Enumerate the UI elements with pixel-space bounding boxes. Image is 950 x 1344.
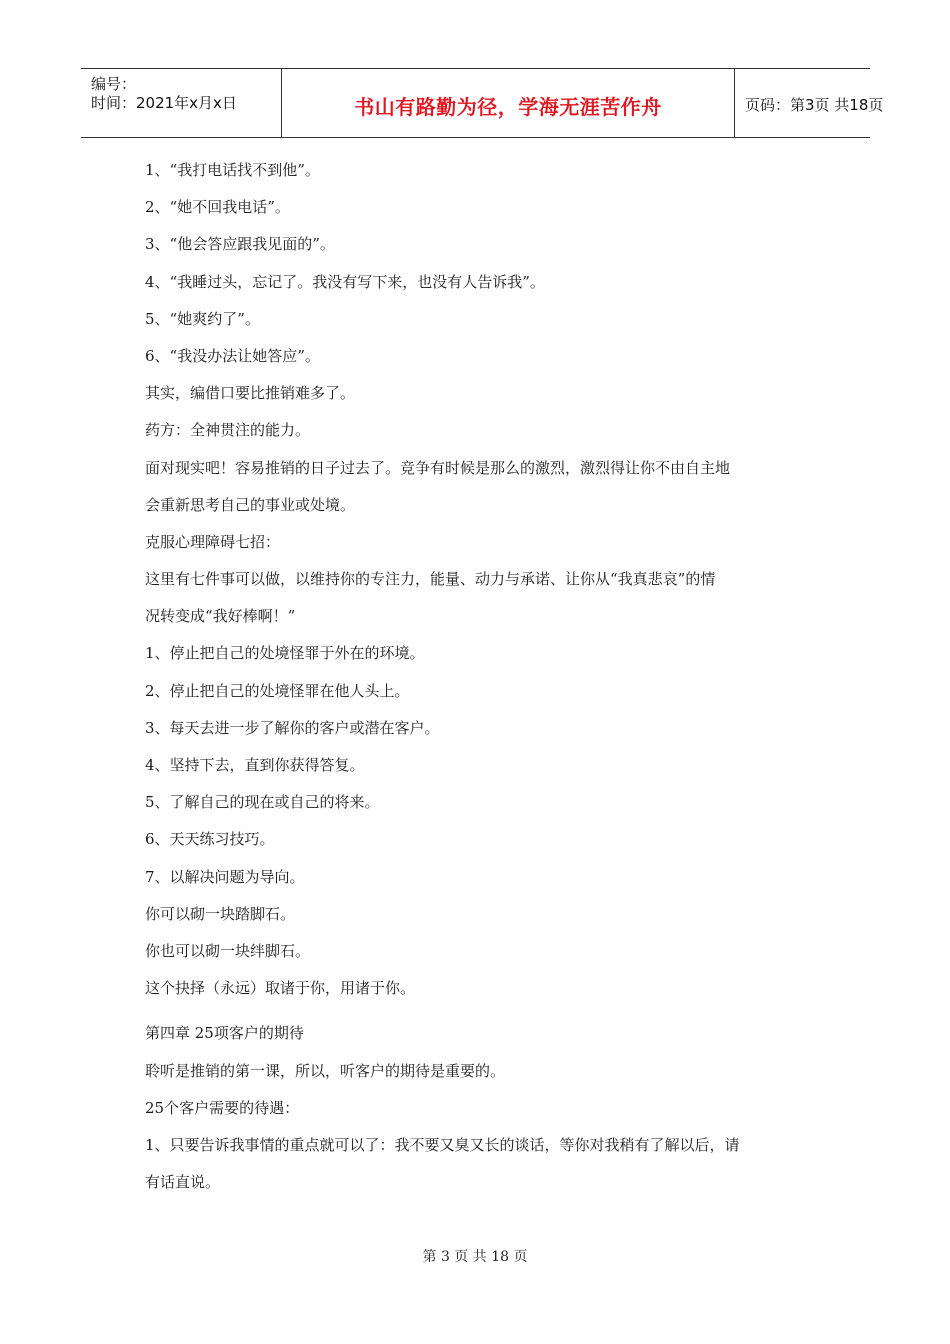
- body-line: 6、“我没办法让她答应”。: [145, 346, 320, 365]
- body-line: 况转变成“我好棒啊！”: [145, 607, 296, 626]
- body-line: 1、停止把自己的处境怪罪于外在的环境。: [145, 644, 425, 663]
- body-line: 这里有七件事可以做，以维持你的专注力，能量、动力与承诺、让你从“我真悲哀”的情: [145, 570, 716, 589]
- body-line: 5、了解自己的现在或自己的将来。: [145, 793, 380, 812]
- body-line: 6、天天练习技巧。: [145, 830, 275, 849]
- time-label: 时间：2021年x月x日: [91, 94, 237, 112]
- body-section-2: [145, 1015, 815, 1201]
- body-line: 克服心理障碍七招：: [145, 532, 281, 551]
- page-footer: 第 3 页 共 18 页: [422, 1249, 528, 1265]
- page-info: 页码：第3页 共18页: [745, 96, 884, 114]
- motto-text: 书山有路勤为径，学海无涯苦作舟: [354, 95, 662, 119]
- body-line: 3、“他会答应跟我见面的”。: [145, 235, 335, 254]
- body-section-1: [145, 152, 815, 1007]
- chapter-heading: 第四章 25项客户的期待: [145, 1024, 304, 1043]
- document-header: [81, 68, 884, 138]
- header-motto-cell: [282, 69, 735, 137]
- body-line: 药方：全神贯注的能力。: [145, 421, 311, 440]
- body-line: 4、“我睡过头，忘记了。我没有写下来，也没有人告诉我”。: [145, 272, 545, 291]
- body-line: 2、“她不回我电话”。: [145, 198, 290, 217]
- body-line: 1、“我打电话找不到他”。: [145, 161, 320, 179]
- body-line: 5、“她爽约了”。: [145, 309, 260, 328]
- section-gap: [145, 1007, 815, 1015]
- body-line: 25个客户需要的待遇：: [145, 1098, 300, 1117]
- body-line: 3、每天去进一步了解你的客户或潜在客户。: [145, 718, 440, 737]
- header-meta-cell: [81, 69, 282, 137]
- body-line: 你可以砌一块踏脚石。: [145, 904, 296, 923]
- document-body: [145, 152, 815, 1201]
- body-line: 1、只要告诉我事情的重点就可以了：我不要又臭又长的谈话，等你对我稍有了解以后，请: [145, 1135, 740, 1154]
- body-line: 面对现实吧！容易推销的日子过去了。竞争有时候是那么的激烈，激烈得让你不由自主地: [145, 458, 731, 477]
- body-line: 聆听是推销的第一课，所以，听客户的期待是重要的。: [145, 1061, 506, 1080]
- body-line: 其实，编借口要比推销难多了。: [145, 384, 356, 403]
- body-line: 7、以解决问题为导向。: [145, 867, 305, 886]
- body-line: 这个抉择（永远）取诸于你，用诸于你。: [145, 979, 416, 998]
- body-line: 会重新思考自己的事业或处境。: [145, 495, 356, 514]
- number-label: 编号：: [91, 75, 137, 93]
- body-line: 4、坚持下去，直到你获得答复。: [145, 756, 365, 774]
- body-line: 有话直说。: [145, 1173, 221, 1192]
- body-line: 你也可以砌一块绊脚石。: [145, 941, 311, 960]
- header-page-cell: [735, 69, 884, 137]
- body-line: 2、停止把自己的处境怪罪在他人头上。: [145, 681, 410, 700]
